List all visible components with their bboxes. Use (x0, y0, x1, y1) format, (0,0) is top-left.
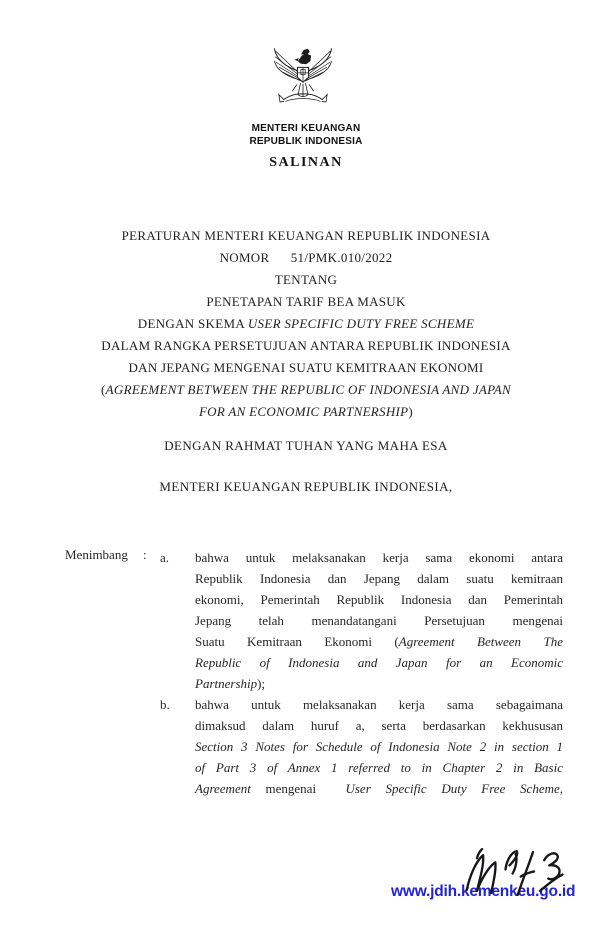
invocation-line: DENGAN RAHMAT TUHAN YANG MAHA ESA (164, 438, 448, 453)
text-line: DAN JEPANG MENGENAI SUATU KEMITRAAN EKONOMI (128, 360, 484, 375)
text-line: DALAM RANGKA PERSETUJUAN ANTARA REPUBLIK INDONESIA (101, 338, 511, 353)
text-line: PERATURAN MENTERI KEUANGAN REPUBLIK INDONESIA (121, 228, 491, 243)
regulation-title (6, 225, 606, 423)
text-line: bahwa untuk melaksanakan kerja sama sebagaimana (195, 697, 563, 712)
text-line: Republik Indonesia dan Jepang dalam suatu kemitraan (195, 571, 563, 586)
text-line: of Part 3 of Annex 1 referred to in Chapter 2 in Basic (195, 760, 563, 775)
item-marker-a: a. (160, 550, 170, 565)
text-line: Section 3 Notes for Schedule of Indonesia Note 2 in section 1 (195, 739, 563, 754)
menimbang-label: Menimbang (65, 547, 128, 562)
consideration-item-b (160, 694, 566, 799)
ministry-name-line2: REPUBLIK INDONESIA (249, 136, 363, 147)
consideration-item-a (160, 547, 566, 694)
text-line: NOMOR 51/PMK.010/2022 (219, 250, 393, 265)
menimbang-colon-separator: : (143, 547, 147, 562)
item-a-text (195, 547, 563, 694)
text-line: TENTANG (274, 272, 338, 287)
text-line: Republic of Indonesia and Japan for an Economic (195, 655, 563, 670)
text-line: Agreement mengenai User Specific Duty Free Scheme, (195, 781, 563, 796)
text-line: Jepang telah menandatangani Persetujuan mengenai (195, 613, 563, 628)
text-line: bahwa untuk melaksanakan kerja sama ekonomi antara (195, 550, 563, 565)
item-b-text (195, 694, 563, 799)
text-line: dimaksud dalam huruf a, serta berdasarkan kekhususan (195, 718, 563, 733)
salinan-stamp: SALINAN (269, 155, 343, 170)
jdih-website-link[interactable]: www.jdih.kemenkeu.go.id (391, 883, 576, 900)
considerations-body (160, 547, 566, 799)
text-line: ekonomi, Pemerintah Republik Indonesia dan Pemerintah (195, 592, 563, 607)
authority-line: MENTERI KEUANGAN REPUBLIK INDONESIA, (159, 479, 453, 494)
text-line: (AGREEMENT BETWEEN THE REPUBLIC OF INDONESIA AND JAPAN (101, 382, 511, 397)
text-line: Partnership); (195, 676, 266, 691)
text-line: DENGAN SKEMA USER SPECIFIC DUTY FREE SCHEME (137, 316, 475, 331)
item-marker-b: b. (160, 697, 170, 712)
text-line: FOR AN ECONOMIC PARTNERSHIP) (198, 404, 414, 419)
text-line: PENETAPAN TARIF BEA MASUK (206, 294, 406, 309)
garuda-pancasila-emblem (272, 44, 334, 108)
text-line: Suatu Kemitraan Ekonomi (Agreement Between The (195, 634, 563, 649)
ministry-letterhead (6, 122, 606, 148)
ministry-name-line1: MENTERI KEUANGAN (251, 123, 361, 134)
